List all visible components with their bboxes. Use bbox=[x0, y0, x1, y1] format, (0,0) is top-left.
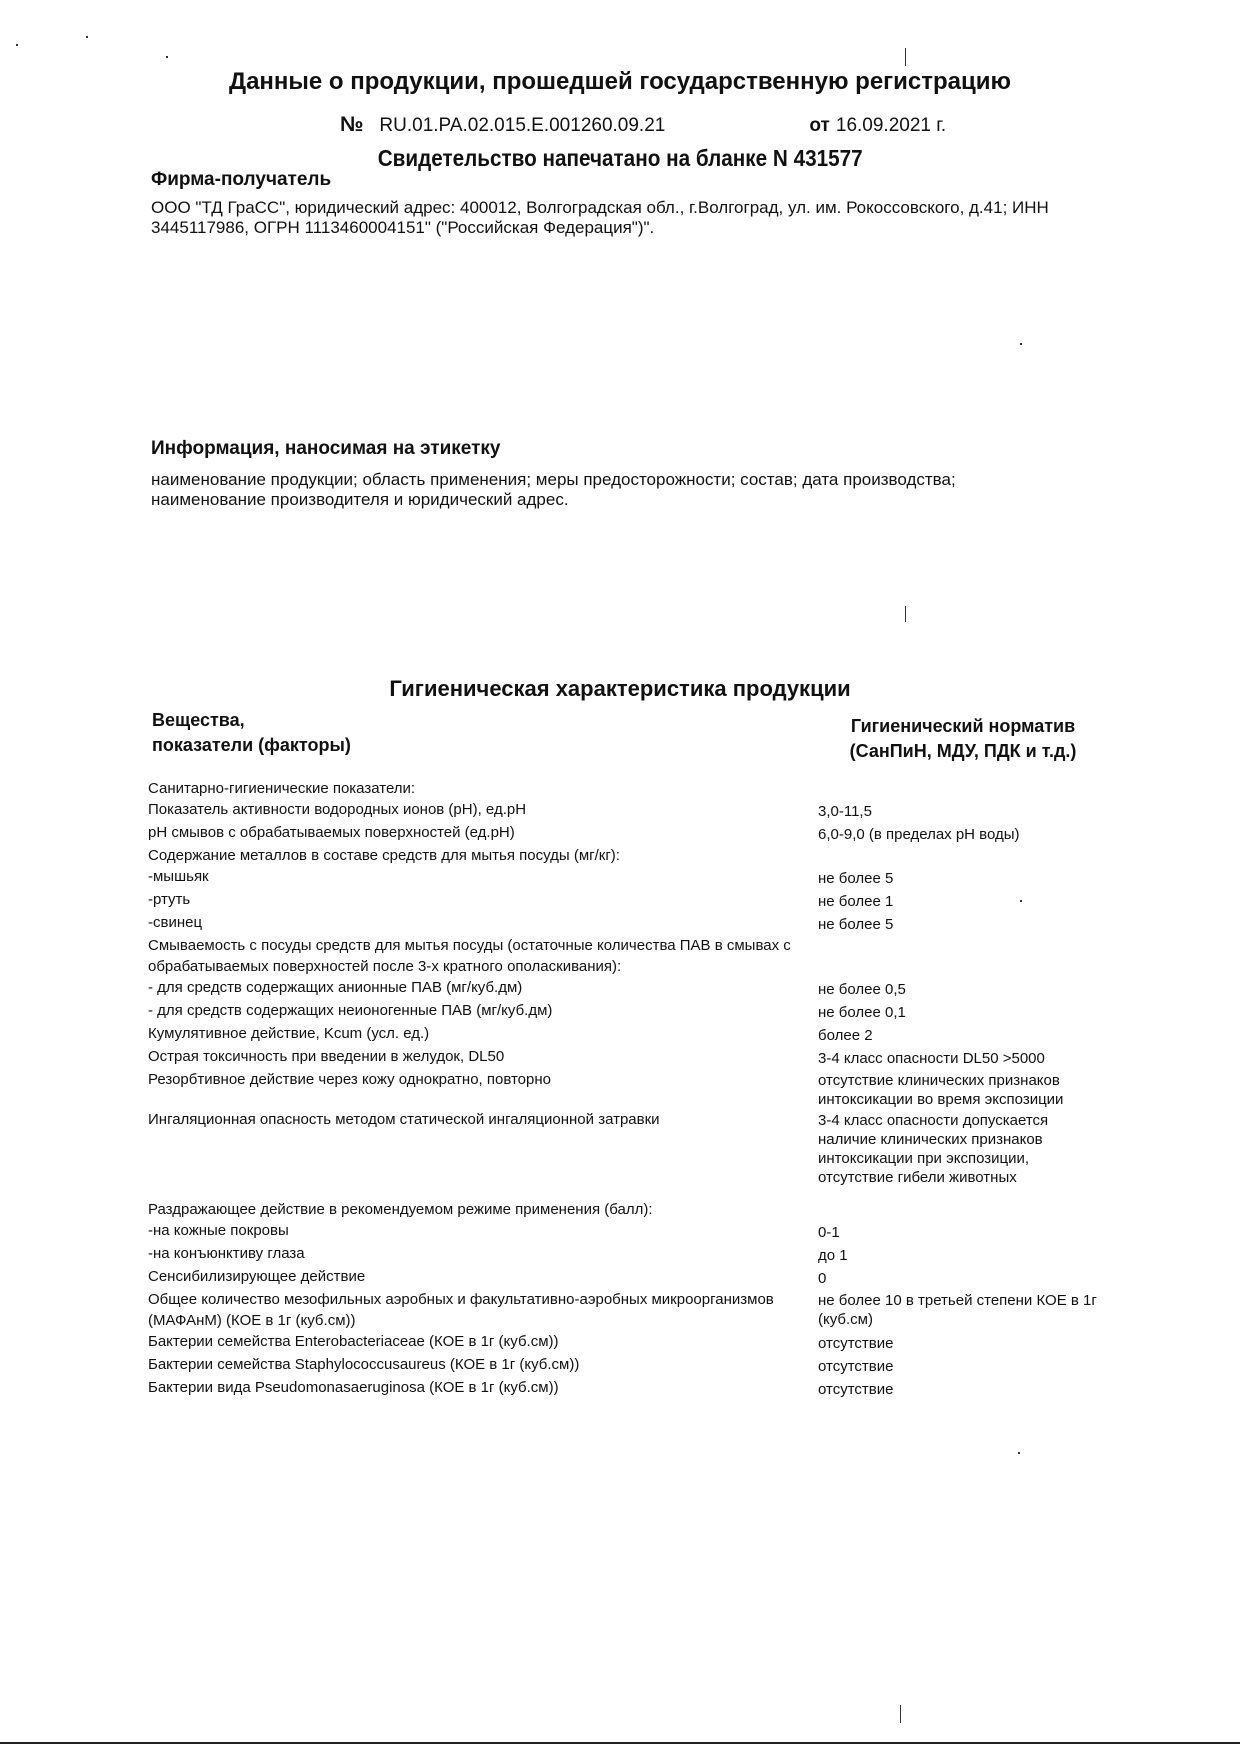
row-name: -на кожные покровы bbox=[148, 1222, 289, 1239]
firm-heading: Фирма-получатель bbox=[151, 169, 332, 190]
row-value: 3-4 класс опасности допускается наличие клинических признаков интоксикации при экспозиции, отсутствие гибели животных bbox=[818, 1112, 1049, 1186]
table-row bbox=[148, 1000, 1108, 1023]
certificate-line bbox=[340, 113, 946, 137]
row-value: до 1 bbox=[818, 1247, 848, 1264]
row-name: -мышьяк bbox=[148, 868, 209, 885]
row-value bbox=[818, 845, 1108, 866]
table-row bbox=[148, 778, 1108, 799]
column-header-substances-line2: показатели (факторы) bbox=[152, 735, 351, 755]
row-value bbox=[818, 935, 1108, 977]
table-row bbox=[148, 935, 1108, 977]
table-row bbox=[148, 1354, 1108, 1377]
row-name: Содержание металлов в составе средств для мытья посуды (мг/кг): bbox=[148, 847, 620, 864]
row-value: не более 1 bbox=[818, 893, 894, 910]
blank-note: Свидетельство напечатано на бланке N 431577 bbox=[377, 145, 863, 171]
scan-dot bbox=[16, 44, 18, 46]
page-bottom-edge bbox=[0, 1742, 1240, 1744]
row-value: не более 5 bbox=[818, 916, 894, 933]
row-value bbox=[818, 1199, 1108, 1220]
scan-dot bbox=[1020, 900, 1022, 902]
column-header-norm-line1: Гигиенический норматив bbox=[850, 716, 1076, 736]
table-row bbox=[148, 1289, 1108, 1331]
column-header-norm bbox=[828, 714, 1098, 764]
hygiene-table bbox=[148, 778, 1108, 1400]
document-title: Данные о продукции, прошедшей государственную регистрацию bbox=[228, 68, 1012, 95]
row-name: Бактерии вида Pseudomonasaeruginosa (КОЕ в 1г (куб.см)) bbox=[148, 1379, 559, 1396]
row-name: -на конъюнктиву глаза bbox=[148, 1245, 305, 1262]
label-info-heading: Информация, наносимая на этикетку bbox=[151, 438, 501, 459]
table-row bbox=[148, 1023, 1108, 1046]
column-header-norm-line2: (СанПиН, МДУ, ПДК и т.д.) bbox=[849, 741, 1077, 761]
row-name: Бактерии семейства Staphylococcusaureus (КОЕ в 1г (куб.см)) bbox=[148, 1356, 580, 1373]
table-row bbox=[148, 1220, 1108, 1243]
row-value: отсутствие bbox=[818, 1381, 894, 1398]
row-value: 6,0-9,0 (в пределах рН воды) bbox=[818, 826, 1020, 843]
row-value bbox=[818, 778, 1108, 799]
table-row bbox=[148, 799, 1108, 822]
scan-dot bbox=[1018, 1452, 1020, 1454]
cert-number: RU.01.PA.02.015.E.001260.09.21 bbox=[379, 115, 666, 136]
row-name: Показатель активности водородных ионов (рН), ед.рН bbox=[148, 801, 527, 818]
row-name: - для средств содержащих неионогенные ПАВ (мг/куб.дм) bbox=[148, 1002, 553, 1019]
row-name: -ртуть bbox=[148, 891, 191, 908]
table-row bbox=[148, 1243, 1108, 1266]
label-info-text: наименование продукции; область применения; меры предосторожности; состав; дата производства; наименование производителя и юридический адрес. bbox=[151, 470, 956, 509]
scan-mark bbox=[905, 606, 906, 622]
row-name: Раздражающее действие в рекомендуемом режиме применения (балл): bbox=[148, 1201, 653, 1218]
cert-number-label: № bbox=[340, 113, 364, 136]
firm-text: ООО "ТД ГраСС", юридический адрес: 400012, Волгоградская обл., г.Волгоград, ул. им. Рокоссовского, д.41; ИНН 3445117986, ОГРН 1113460004151" ("Российская Федерация")". bbox=[151, 198, 1049, 237]
row-value: не более 5 bbox=[818, 870, 894, 887]
row-value: не более 0,1 bbox=[818, 1004, 906, 1021]
row-name: - для средств содержащих анионные ПАВ (мг/куб.дм) bbox=[148, 979, 523, 996]
row-value: 3,0-11,5 bbox=[818, 803, 872, 820]
table-row bbox=[148, 912, 1108, 935]
table-row bbox=[148, 889, 1108, 912]
row-name: Сенсибилизирующее действие bbox=[148, 1268, 366, 1285]
cert-date: 16.09.2021 г. bbox=[835, 115, 947, 136]
row-name: Бактерии семейства Enterobacteriaceae (КОЕ в 1г (куб.см)) bbox=[148, 1333, 559, 1350]
table-row bbox=[148, 822, 1108, 845]
table-row bbox=[148, 1377, 1108, 1400]
table-row bbox=[148, 1046, 1108, 1069]
table-row bbox=[148, 977, 1108, 1000]
row-value: отсутствие bbox=[818, 1335, 894, 1352]
scan-dot bbox=[166, 56, 168, 58]
row-value: отсутствие клинических признаков интоксикации во время экспозиции bbox=[818, 1072, 1064, 1108]
scan-mark bbox=[900, 1705, 901, 1723]
row-name: Острая токсичность при введении в желудок, DL50 bbox=[148, 1048, 505, 1065]
cert-date-label: от bbox=[809, 115, 830, 136]
row-value: 3-4 класс опасности DL50 >5000 bbox=[818, 1050, 1045, 1067]
row-value: не более 10 в третьей степени КОЕ в 1г (куб.см) bbox=[818, 1292, 1097, 1328]
row-name: Смываемость с посуды средств для мытья посуды (остаточные количества ПАВ в смывах с обрабатываемых поверхностей после 3-х кратного ополаскивания): bbox=[148, 937, 791, 975]
table-row bbox=[148, 1331, 1108, 1354]
row-name: рН смывов с обрабатываемых поверхностей (ед.рН) bbox=[148, 824, 515, 841]
row-value: отсутствие bbox=[818, 1358, 894, 1375]
row-name: -свинец bbox=[148, 914, 203, 931]
hygiene-title: Гигиеническая характеристика продукции bbox=[389, 676, 851, 701]
row-value: не более 0,5 bbox=[818, 981, 906, 998]
scan-dot bbox=[1020, 343, 1022, 345]
row-name: Общее количество мезофильных аэробных и факультативно-аэробных микроорганизмов (МАФАнМ) (КОЕ в 1г (куб.см)) bbox=[148, 1291, 774, 1329]
table-row bbox=[148, 1109, 1108, 1187]
column-header-substances bbox=[152, 708, 351, 758]
scan-mark bbox=[905, 48, 906, 66]
row-name: Кумулятивное действие, Kcum (усл. ед.) bbox=[148, 1025, 430, 1042]
table-row bbox=[148, 845, 1108, 866]
row-value: 0 bbox=[818, 1270, 827, 1287]
row-name: Резорбтивное действие через кожу однократно, повторно bbox=[148, 1071, 551, 1088]
table-row bbox=[148, 1266, 1108, 1289]
scan-dot bbox=[86, 36, 88, 38]
row-value: 0-1 bbox=[818, 1224, 840, 1241]
table-row bbox=[148, 1069, 1108, 1109]
table-row bbox=[148, 866, 1108, 889]
row-value: более 2 bbox=[818, 1027, 873, 1044]
row-name: Ингаляционная опасность методом статической ингаляционной затравки bbox=[148, 1111, 660, 1128]
table-row bbox=[148, 1199, 1108, 1220]
column-header-substances-line1: Вещества, bbox=[152, 710, 245, 730]
row-name: Санитарно-гигиенические показатели: bbox=[148, 780, 416, 797]
